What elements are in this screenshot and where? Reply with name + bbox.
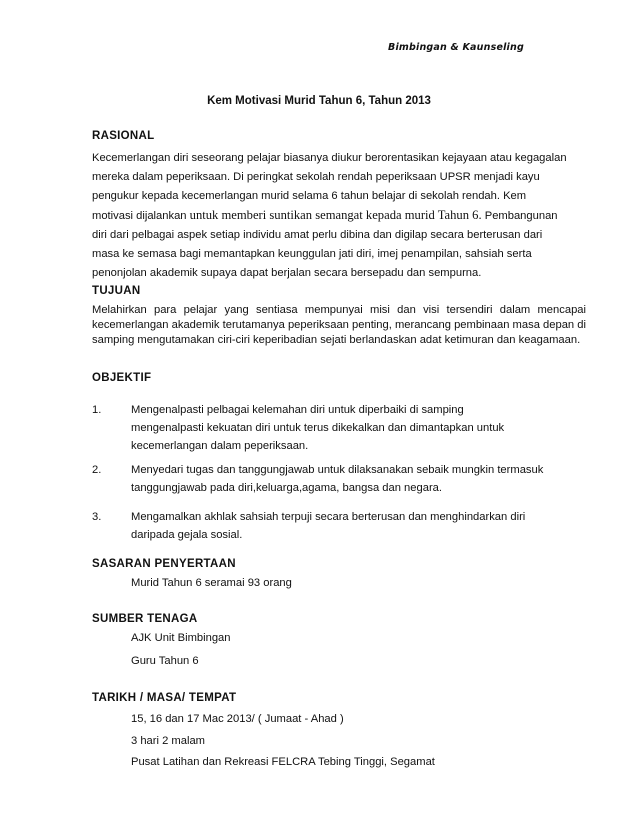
section-heading-objektif: OBJEKTIF bbox=[92, 372, 152, 384]
rasional-line-part-serif: untuk memberi suntikan semangat kepada murid Tahun 6. bbox=[189, 208, 482, 222]
tujuan-paragraph: Melahirkan para pelajar yang sentiasa mempunyai misi dan visi tersendiri dalam mencapai kecemerlangan akademik terutamanya peperiksaan penting, merancang pembinaan masa depan di samping mengutamakan ciri-ciri keperibadian sejati berlandaskan adat ketimuran dan keagamaan. bbox=[92, 304, 586, 346]
objektif-line: Mengenalpasti pelbagai kelemahan diri untuk diperbaiki di samping bbox=[131, 404, 464, 416]
objektif-line: daripada gejala sosial. bbox=[131, 529, 243, 541]
objektif-text bbox=[131, 461, 589, 497]
objektif-number: 3. bbox=[92, 511, 102, 523]
objektif-line: tanggungjawab pada diri,keluarga,agama, bangsa dan negara. bbox=[131, 482, 442, 494]
rasional-line: mereka dalam peperiksaan. Di peringkat sekolah rendah peperiksaan UPSR menjadi kayu bbox=[92, 171, 540, 183]
rasional-line bbox=[92, 206, 586, 226]
rasional-line: diri dari pelbagai aspek setiap individu amat perlu dibina dan digilap secara berterusan dari bbox=[92, 229, 543, 241]
rasional-line: Kecemerlangan diri seseorang pelajar biasanya diukur berorentasikan kejayaan atau kegagalan bbox=[92, 152, 567, 164]
objektif-text bbox=[131, 401, 589, 455]
tarikh-line: Pusat Latihan dan Rekreasi FELCRA Tebing Tinggi, Segamat bbox=[131, 756, 435, 768]
sasaran-line: Murid Tahun 6 seramai 93 orang bbox=[131, 577, 292, 589]
tarikh-line: 15, 16 dan 17 Mac 2013/ ( Jumaat - Ahad ) bbox=[131, 713, 344, 725]
objektif-line: Menyedari tugas dan tanggungjawab untuk dilaksanakan sebaik mungkin termasuk bbox=[131, 464, 544, 476]
section-heading-sumber: SUMBER TENAGA bbox=[92, 613, 198, 625]
objektif-number: 1. bbox=[92, 404, 102, 416]
sumber-line: Guru Tahun 6 bbox=[131, 655, 199, 667]
objektif-line: mengenalpasti kekuatan diri untuk terus dikekalkan dan dimantapkan untuk bbox=[131, 422, 505, 434]
header-tag: Bimbingan & Kaunseling bbox=[388, 42, 524, 53]
section-heading-sasaran: SASARAN PENYERTAAN bbox=[92, 558, 236, 570]
tarikh-line: 3 hari 2 malam bbox=[131, 735, 205, 747]
objektif-text bbox=[131, 508, 589, 544]
objektif-line: kecemerlangan dalam peperiksaan. bbox=[131, 440, 309, 452]
sumber-line: AJK Unit Bimbingan bbox=[131, 632, 231, 644]
section-heading-rasional: RASIONAL bbox=[92, 130, 155, 142]
rasional-line-part: Pembangunan bbox=[484, 210, 558, 222]
objektif-line: Mengamalkan akhlak sahsiah terpuji secara berterusan dan menghindarkan diri bbox=[131, 511, 526, 523]
rasional-line: penonjolan akademik supaya dapat berjalan secara bersepadu dan sempurna. bbox=[92, 267, 482, 279]
section-heading-tujuan: TUJUAN bbox=[92, 285, 141, 297]
objektif-number: 2. bbox=[92, 464, 102, 476]
rasional-paragraph bbox=[92, 149, 586, 283]
rasional-line: masa ke semasa bagi memantapkan keunggulan jati diri, imej penampilan, sahsiah serta bbox=[92, 248, 532, 260]
rasional-line: pengukur kepada kecemerlangan murid selama 6 tahun belajar di sekolah rendah. Kem bbox=[92, 190, 527, 202]
section-heading-tarikh: TARIKH / MASA/ TEMPAT bbox=[92, 692, 237, 704]
document-title: Kem Motivasi Murid Tahun 6, Tahun 2013 bbox=[207, 95, 431, 107]
rasional-line-part: motivasi dijalankan bbox=[92, 210, 187, 222]
